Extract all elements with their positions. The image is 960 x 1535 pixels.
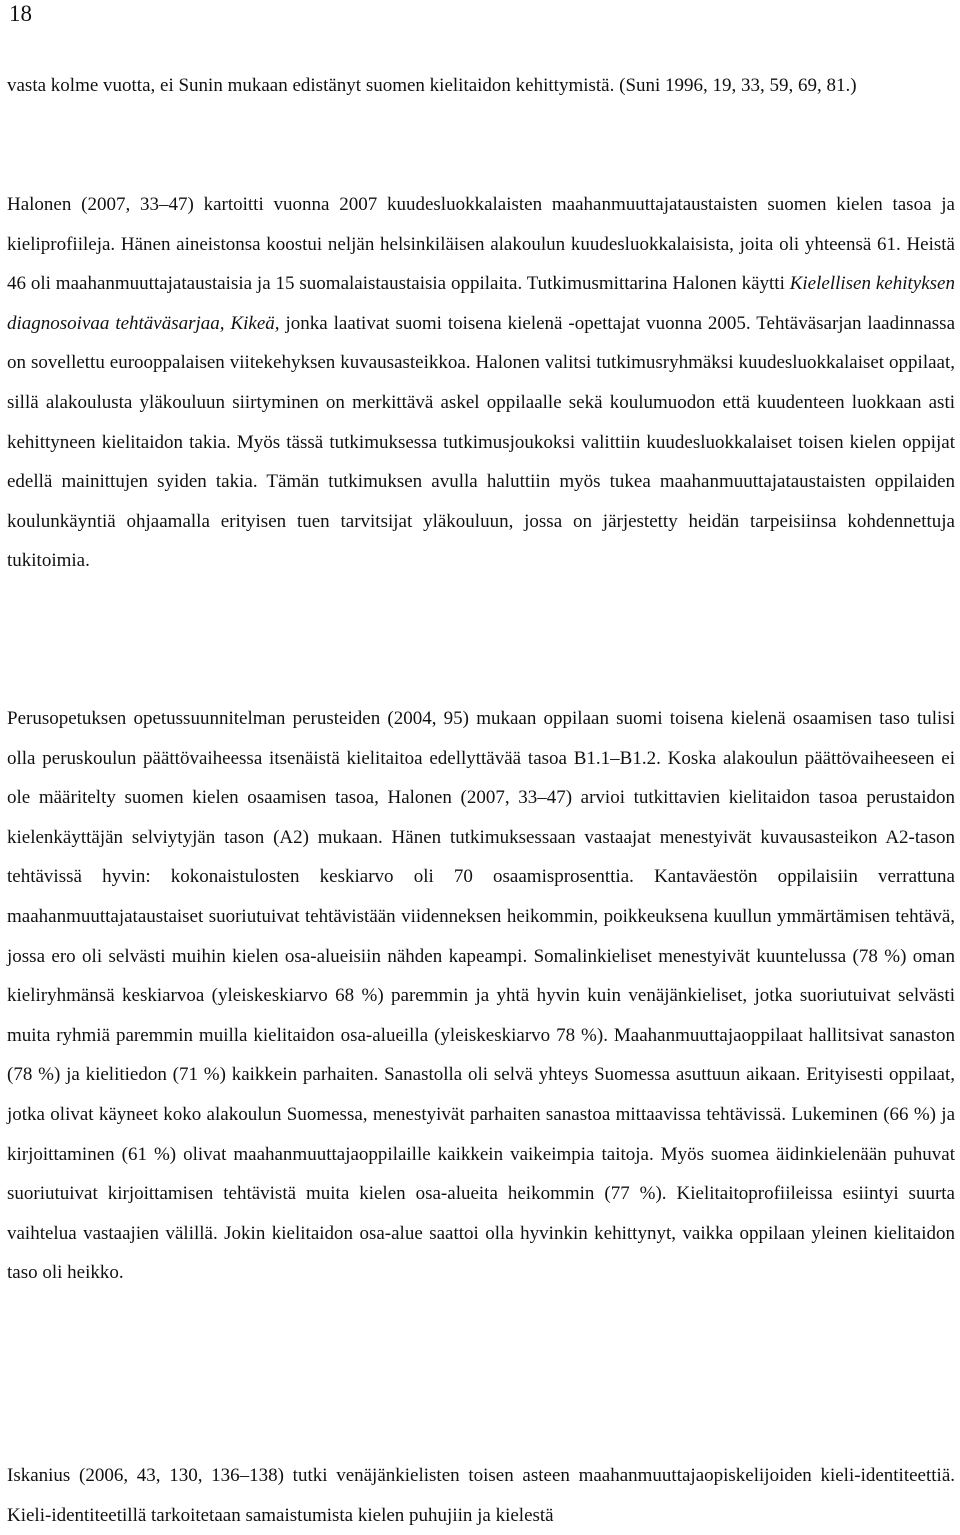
- paragraph-curriculum-results: [7, 699, 955, 1293]
- paragraph-text: Perusopetuksen opetussuunnitelman perusteiden (2004, 95) mukaan oppilaan suomi toisena kielenä osaamisen taso tulisi olla peruskoulun päättövaiheessa itsenäistä kielitaitoa edellyttävää tasoa B1.1–B1.2. Koska alakoulun päättövaiheeseen ei ole määritelty suomen kielen osaamisen tasoa, Halonen (2007, 33–47) arvioi tutkittavien kielitaidon tasoa perustaidon kielenkäyttäjän selviytyjän tason (A2) mukaan. Hänen tutkimuksessaan vastaajat menestyivät kuvausasteikon A2-tason tehtävissä hyvin: kokonaistulosten keskiarvo oli 70 osaamisprosenttia. Kantaväestön oppilaisiin verrattuna maahanmuuttajataustaiset suoriutuivat tehtävistään viidenneksen heikommin, poikkeuksena kuullun ymmärtämisen tehtävä, jossa ero oli selvästi muihin kielen osa-alueisiin nähden kapeampi. Somalinkieliset menestyivät kuuntelussa (78 %) oman kieliryhmänsä keskiarvoa (yleiskeskiarvo 68 %) paremmin ja yhtä hyvin kuin venäjänkieliset, jotka suoriutuivat selvästi muita ryhmiä paremmin muilla kielitaidon osa-alueilla (yleiskeskiarvo 78 %). Maahanmuuttajaoppilaat hallitsivat sanaston (78 %) ja kielitiedon (71 %) kaikkein parhaiten. Sanastolla oli selvä yhteys Suomessa asuttuun aikaan. Erityisesti oppilaat, jotka olivat käyneet koko alakoulun Suomessa, menestyivät parhaiten sanastoa mittaavissa tehtävissä. Lukeminen (66 %) ja kirjoittaminen (61 %) olivat maahanmuuttajaoppilaille kaikkein vaikeimpia taitoja. Myös suomea äidinkielenään puhuvat suoriutuivat kirjoittamisen tehtävistä muita kielen osa-alueita heikommin (77 %). Kielitaitoprofiileissa esiintyi suurta vaihtelua vastaajien välillä. Jokin kielitaidon osa-alue saattoi olla hyvinkin kehittynyt, vaikka oppilaan yleinen kielitaidon taso oli heikko.: [7, 708, 955, 1284]
- paragraph-halonen-study: [7, 185, 955, 581]
- italic-test-title: Kielellisen kehityksen diagnosoivaa tehtäväsarjaa, Kikeä,: [7, 273, 955, 334]
- paragraph-suni-summary: [7, 66, 955, 106]
- paragraph-iskanius-study: [7, 1456, 955, 1535]
- paragraph-text: Halonen (2007, 33–47) kartoitti vuonna 2007 kuudesluokkalaisten maahanmuuttajataustaisten suomen kielen tasoa ja kieliprofiileja. Hänen aineistonsa koostui neljän helsinkiläisen alakoulun kuudesluokkalaisista, joita oli yhteensä 61. Heistä 46 oli maahanmuuttajataustaisia ja 15 suomalaistaustaisia oppilaita. Tutkimusmittarina Halonen käytti: [7, 194, 955, 295]
- paragraph-text: Iskanius (2006, 43, 130, 136–138) tutki venäjänkielisten toisen asteen maahanmuuttajaopiskelijoiden kieli-identiteettiä. Kieli-identiteetillä tarkoitetaan samaistumista kielen puhujiin ja kielestä: [7, 1465, 955, 1526]
- page-number: 18: [9, 1, 32, 26]
- paragraph-text: vasta kolme vuotta, ei Sunin mukaan edistänyt suomen kielitaidon kehittymistä. (Suni 1996, 19, 33, 59, 69, 81.): [7, 75, 857, 96]
- paragraph-text: jonka laativat suomi toisena kielenä -opettajat vuonna 2005. Tehtäväsarjan laadinnassa on sovellettu eurooppalaisen viitekehyksen kuvausasteikkoa. Halonen valitsi tutkimusryhmäksi kuudesluokkalaiset oppilaat, sillä alakoulusta yläkouluun siirtyminen on merkittävä askel oppilaalle sekä koulumuodon että kuudenteen luokkaan asti kehittyneen kielitaidon takia. Myös tässä tutkimuksessa tutkimusjoukoksi valittiin kuudesluokkalaiset toisen kielen oppijat edellä mainittujen syiden takia. Tämän tutkimuksen avulla haluttiin myös tukea maahanmuuttajataustaisten oppilaiden koulunkäyntiä ohjaamalla erityisen tuen tarvitsijat yläkouluun, jossa on järjestetty heidän tarpeisiinsa kohdennettuja tukitoimia.: [7, 312, 955, 572]
